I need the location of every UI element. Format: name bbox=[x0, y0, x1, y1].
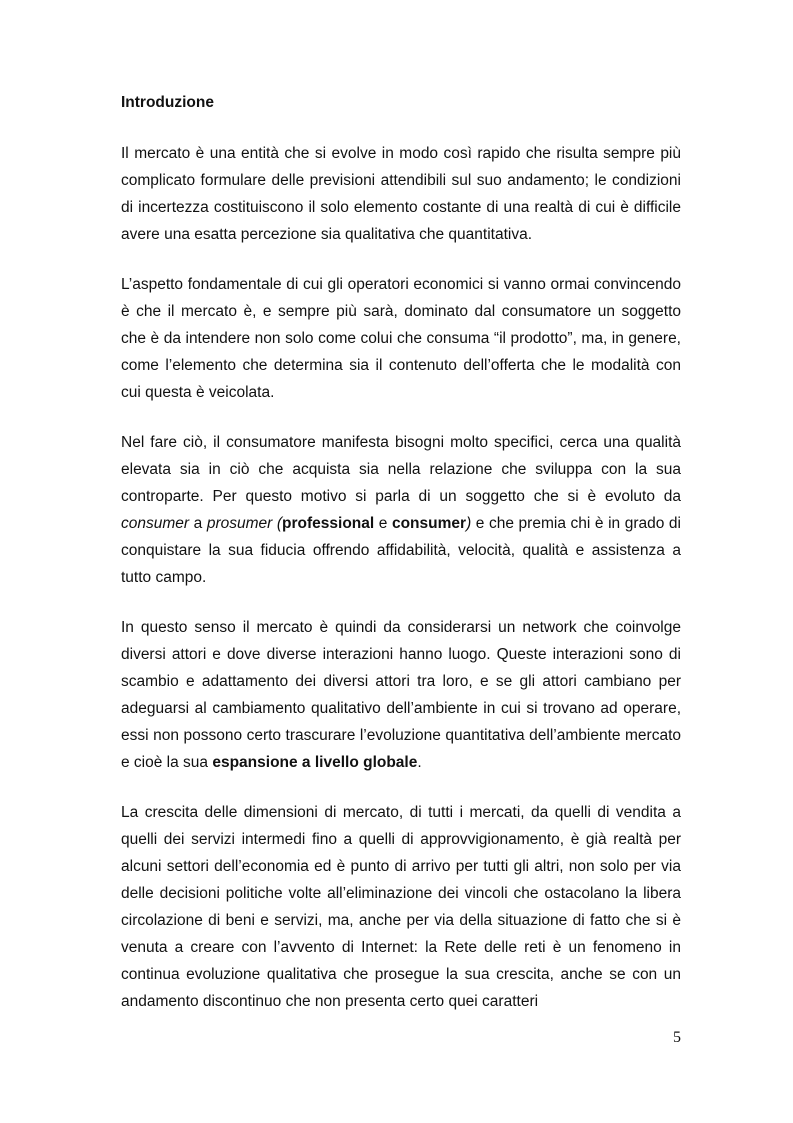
consumer-bold-term: consumer bbox=[391, 515, 467, 532]
paren-close: ) bbox=[466, 515, 472, 532]
consumer-term: consumer bbox=[121, 515, 190, 532]
document-page bbox=[121, 92, 681, 1015]
global-expansion-term: espansione a livello globale bbox=[212, 754, 418, 771]
prosumer-term: prosumer ( bbox=[206, 515, 283, 532]
professional-term: professional bbox=[282, 515, 375, 532]
paragraph-3 bbox=[121, 429, 681, 591]
paragraph-3-a: a bbox=[189, 515, 207, 532]
page-number: 5 bbox=[673, 1029, 681, 1046]
paragraph-3-text-1: Nel fare ciò, il consumatore manifesta bisogni molto specifici, cerca una qualità elevata sia in ciò che acquista sia nella relazione che sviluppa con la sua controparte. Per questo motivo si parla di un soggetto che si è evoluto da bbox=[121, 434, 681, 505]
paragraph-1: Il mercato è una entità che si evolve in modo così rapido che risulta sempre più complicato formulare delle previsioni attendibili sul suo andamento; le condizioni di incertezza costituiscono il solo elemento costante di una realtà di cui è difficile avere una esatta percezione sia qualitativa che quantitativa. bbox=[121, 145, 681, 243]
paragraph-5: La crescita delle dimensioni di mercato, di tutti i mercati, da quelli di vendita a quelli dei servizi intermedi fino a quelli di approvvigionamento, è già realtà per alcuni settori dell’economia ed è punto di arrivo per tutti gli altri, non solo per via delle decisioni politiche volte all’eliminazione dei vincoli che ostacolano la libera circolazione di beni e servizi, ma, anche per via della situazione di fatto che si è venuta a creare con l’avvento di Internet: la Rete delle reti è un fenomeno in continua evoluzione qualitativa che prosegue la sua crescita, anche se con un andamento discontinuo che non presenta certo quei caratteri bbox=[121, 804, 681, 1010]
paragraph-4-text-1: In questo senso il mercato è quindi da considerarsi un network che coinvolge diversi attori e dove diverse interazioni hanno luogo. Queste interazioni sono di scambio e adattamento dei diversi attori tra loro, e se gli attori cambiano per adeguarsi al cambiamento qualitativo dell’ambiente in cui si trovano ad operare, essi non possono certo trascurare l’evoluzione quantitativa dell’ambiente mercato e cioè la sua bbox=[121, 619, 681, 771]
paragraph-3-e: e bbox=[374, 515, 392, 532]
section-title: Introduzione bbox=[121, 94, 214, 111]
paragraph-3-text-2: e che premia chi è in grado di conquistare la sua fiducia offrendo affidabilità, velocità, qualità e assistenza a tutto campo. bbox=[121, 515, 681, 586]
paragraph-4 bbox=[121, 614, 681, 776]
paragraph-2: L’aspetto fondamentale di cui gli operatori economici si vanno ormai convincendo è che il mercato è, e sempre più sarà, dominato dal consumatore un soggetto che è da intendere non solo come colui che consuma “il prodotto”, ma, in genere, come l’elemento che determina sia il contenuto dell’offerta che le modalità con cui questa è veicolata. bbox=[121, 276, 681, 401]
paragraph-4-text-2: . bbox=[417, 754, 422, 771]
